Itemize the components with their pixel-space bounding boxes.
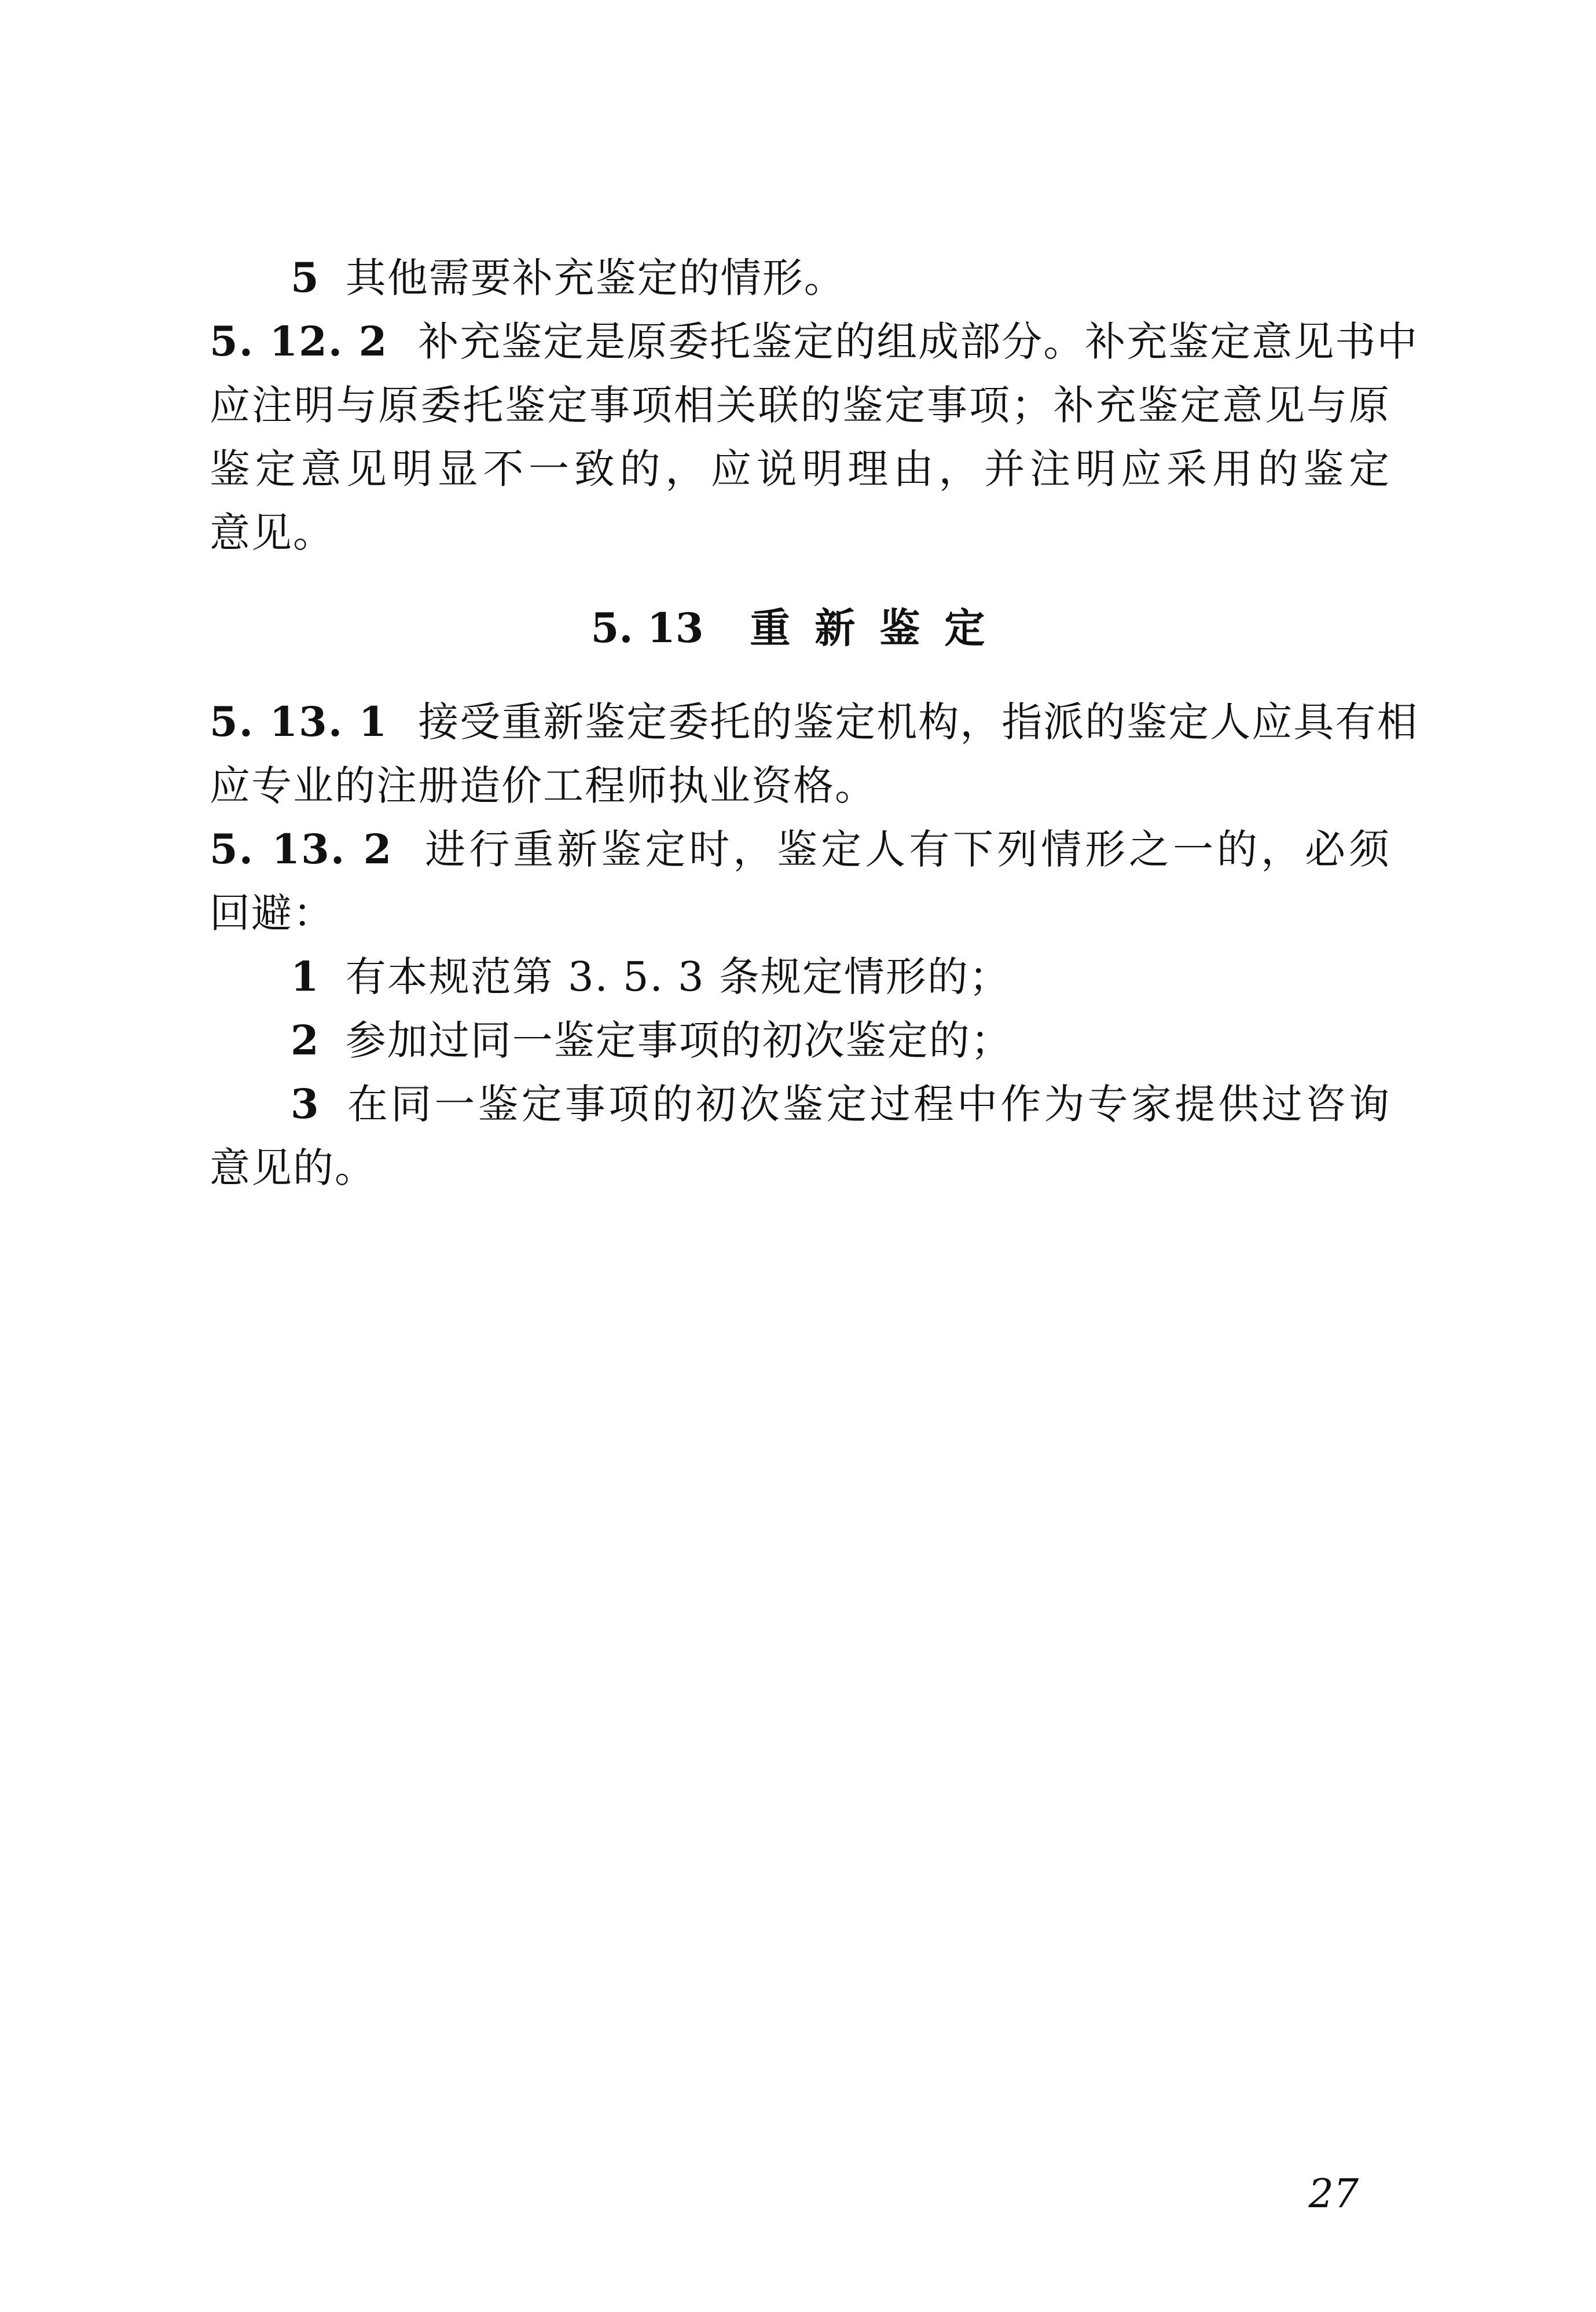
clause-number: 5. 12. 2 — [210, 317, 388, 365]
list-item-text: 参加过同一鉴定事项的初次鉴定的； — [345, 1017, 1012, 1064]
list-item-5 — [210, 246, 1390, 310]
list-item-number: 5 — [291, 254, 320, 302]
page-number: 27 — [1308, 2171, 1359, 2217]
clause-5-12-2-line-4: 意见。 — [210, 509, 335, 556]
section-number: 5. 13 — [590, 604, 704, 652]
list-item-text: 在同一鉴定事项的初次鉴定过程中作为专家提供过咨询 — [345, 1080, 1390, 1128]
section-title: 重新鉴定 — [750, 604, 1010, 652]
clause-5-12-2-line-1 — [210, 310, 1419, 373]
clause-5-13-2-line-2: 回避： — [210, 889, 335, 937]
list-item-text: 有本规范第 3. 5. 3 条规定情形的； — [345, 953, 1011, 1001]
clause-5-12-2-line-2: 应注明与原委托鉴定事项相关联的鉴定事项；补充鉴定意见与原 — [210, 382, 1390, 429]
clause-number: 5. 13. 1 — [210, 698, 388, 746]
list-item-2 — [210, 1009, 1390, 1072]
clause-number: 5. 13. 2 — [210, 825, 393, 873]
section-heading — [210, 596, 1390, 660]
clause-5-13-2-line-1 — [210, 818, 1390, 881]
bottom-text-block — [210, 690, 1419, 1200]
list-item-1 — [210, 945, 1390, 1009]
clause-5-13-1-line-1 — [210, 690, 1419, 754]
clause-5-12-2-line-3: 鉴定意见明显不一致的，应说明理由，并注明应采用的鉴定 — [210, 445, 1390, 493]
list-item-3-line-2: 意见的。 — [210, 1144, 376, 1192]
clause-5-13-1-line-2: 应专业的注册造价工程师执业资格。 — [210, 762, 876, 809]
clause-text: 接受重新鉴定委托的鉴定机构，指派的鉴定人应具有相 — [418, 698, 1419, 746]
list-item-number: 2 — [291, 1016, 320, 1064]
list-item-3-line-1 — [210, 1072, 1390, 1136]
list-item-number: 3 — [291, 1080, 320, 1128]
list-item-text: 其他需要补充鉴定的情形。 — [345, 254, 846, 302]
list-item-number: 1 — [291, 952, 320, 1001]
clause-text: 补充鉴定是原委托鉴定的组成部分。补充鉴定意见书中 — [418, 318, 1419, 365]
top-text-block — [210, 246, 1419, 565]
clause-text: 进行重新鉴定时，鉴定人有下列情形之一的，必须 — [423, 826, 1390, 873]
